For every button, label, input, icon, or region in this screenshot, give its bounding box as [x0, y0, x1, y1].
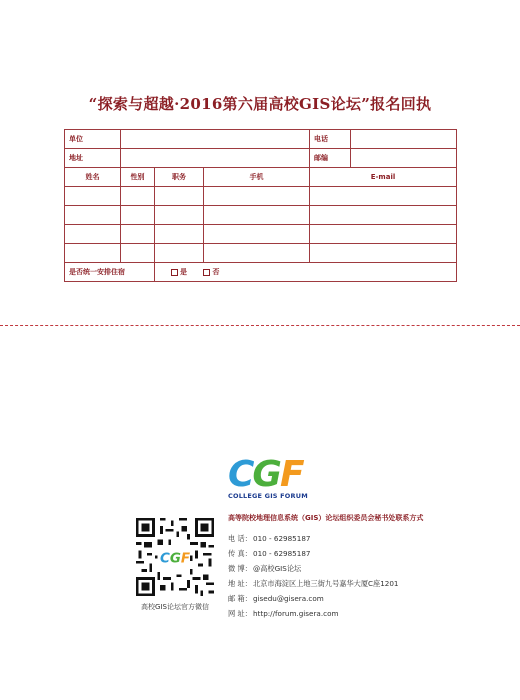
- mobile-field[interactable]: [204, 225, 310, 244]
- accommodation-row: [65, 263, 457, 282]
- mobile-field[interactable]: [204, 187, 310, 206]
- phone-label: 电话: [310, 130, 351, 148]
- cgf-logo: [228, 456, 318, 504]
- col-email: E-mail: [310, 168, 457, 187]
- col-name: 姓名: [65, 168, 121, 187]
- gender-field[interactable]: [121, 206, 155, 225]
- position-field[interactable]: [155, 187, 204, 206]
- qr-code-icon: [136, 518, 214, 596]
- contact-address: 地 址：北京市海淀区上地三街九号嘉华大厦C座1201: [228, 579, 399, 588]
- position-field[interactable]: [155, 244, 204, 263]
- qr-caption: 高校GIS论坛官方微信: [141, 603, 209, 611]
- name-field[interactable]: [65, 225, 121, 244]
- contact-email[interactable]: 邮 箱：gisedu@gisera.com: [228, 594, 324, 603]
- table-row: [65, 225, 457, 244]
- gender-field[interactable]: [121, 225, 155, 244]
- position-field[interactable]: [155, 206, 204, 225]
- logo-subtitle: COLLEGE GIS FORUM: [228, 492, 308, 500]
- svg-text:CGF: CGF: [159, 551, 191, 567]
- address-field[interactable]: [121, 149, 310, 168]
- phone-cell: [310, 130, 457, 149]
- email-field[interactable]: [310, 225, 457, 244]
- table-row: [65, 206, 457, 225]
- name-field[interactable]: [65, 187, 121, 206]
- phone-field[interactable]: [351, 130, 456, 148]
- contact-phone: 电 话：010 - 62985187: [228, 534, 311, 543]
- option-no[interactable]: [203, 267, 219, 277]
- gender-field[interactable]: [121, 187, 155, 206]
- contact-heading: 高等院校地理信息系统（GIS）论坛组织委员会秘书处联系方式: [228, 514, 424, 522]
- logo-mark: CGF: [228, 454, 303, 495]
- postcode-cell: [310, 149, 457, 168]
- contact-fax: 传 真：010 - 62985187: [228, 549, 311, 558]
- position-field[interactable]: [155, 225, 204, 244]
- unit-field[interactable]: [121, 130, 310, 149]
- table-row: [65, 244, 457, 263]
- checkbox-icon[interactable]: [171, 269, 178, 276]
- mobile-field[interactable]: [204, 206, 310, 225]
- col-gender: 性别: [121, 168, 155, 187]
- email-field[interactable]: [310, 244, 457, 263]
- name-field[interactable]: [65, 244, 121, 263]
- mobile-field[interactable]: [204, 244, 310, 263]
- postcode-field[interactable]: [351, 149, 456, 167]
- contact-info: [228, 513, 423, 621]
- col-mobile: 手机: [204, 168, 310, 187]
- cut-line-divider: [0, 325, 520, 326]
- contact-weibo: 微 博：@高校GIS论坛: [228, 564, 302, 573]
- table-row: [65, 187, 457, 206]
- option-no-label: 否: [212, 268, 220, 276]
- checkbox-icon[interactable]: [203, 269, 210, 276]
- page-title: “探索与超越·2016第六届高校GIS论坛”报名回执: [88, 95, 432, 113]
- email-field[interactable]: [310, 187, 457, 206]
- accommodation-label: 是否统一安排住宿: [65, 263, 155, 282]
- email-field[interactable]: [310, 206, 457, 225]
- contact-website[interactable]: 网 址：http://forum.gisera.com: [228, 609, 339, 618]
- accommodation-options: [155, 263, 457, 282]
- registration-form: [64, 129, 457, 282]
- col-position: 职务: [155, 168, 204, 187]
- gender-field[interactable]: [121, 244, 155, 263]
- column-header-row: [65, 168, 457, 187]
- option-yes-label: 是: [180, 268, 187, 276]
- address-label: 地址: [65, 149, 121, 168]
- postcode-label: 邮编: [310, 149, 351, 167]
- unit-label: 单位: [65, 130, 121, 149]
- name-field[interactable]: [65, 206, 121, 225]
- option-yes[interactable]: [171, 267, 187, 277]
